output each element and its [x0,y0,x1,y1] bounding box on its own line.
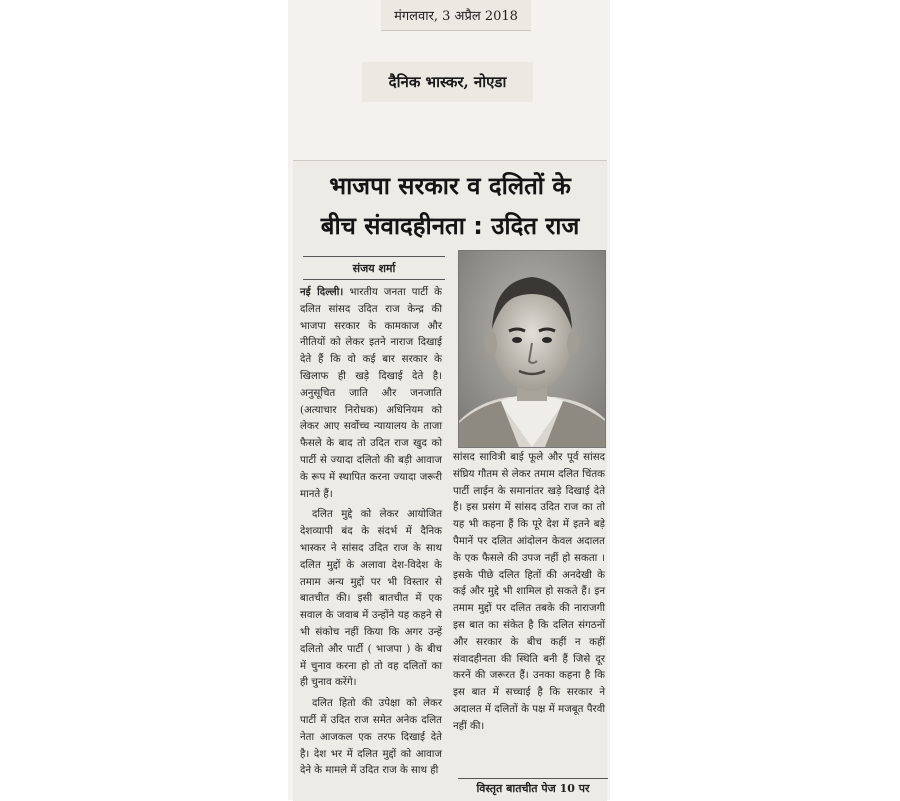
headline-line-2: बीच संवादहीनता : उदित राज [320,212,580,240]
article-column-left [300,284,442,784]
article-paragraph [300,284,442,503]
headline-line-1: भाजपा सरकार व दलितों के [329,172,571,200]
article-dateline: नई दिल्ली। [300,286,344,298]
article-paragraph: सांसद सावित्री बाई फूले और पूर्व सांसद संघ्रिय गौतम से लेकर तमाम दलित चिंतक पार्टी लाईन के समानांतर खड़े दिखाई देते हैं। इस प्रसंग में सांसद उदित राज का तो यह भी कहना हैं कि पूरे देश में इतने बड़े पैमानें पर दलित आंदोलन केवल अदालत के एक फैसले की उपज नहीं हो सकता । इसके पीछे दलित हितों की अनदेखी के कई और मुद्दे भी शामिल हो सकते हैं। इन तमाम मुद्दों पर दलित तबके की नाराजगी इस बात का संकेत है कि दलित संगठनों और सरकार के बीच कहीं न कहीं संवादहीनता की स्थिति बनी हैं जिसे दूर करनें की जरूरत हैं। उनका कहना है कि इस बात में सच्चाई है कि सरकार ने अदालत में दलितों के पक्ष में मजबूत पैरवी नहीं की। [453,452,605,732]
date-label: मंगलवार, 3 अप्रैल 2018 [381,0,531,31]
portrait-photo-drawing [459,251,605,447]
paragraph-text: भारतीय जनता पार्टी के दलित सांसद उदित राज केन्द्र की भाजपा सरकार के कामकाज और नीतियों को लेकर इतने नाराज दिखाई देते हैं कि वो कई बार सरकार के खिलाफ ही खड़े दिखाई देते है। अनुसूचित जाति और जनजाति (अत्याचार निरोधक) अधिनियम को लेकर आए सर्वोच्च न्यायालय के ताजा फैसले के बाद तो उदित राज खुद को पार्टी से ज्यादा दलितो की बड़ी आवाज के रूप में स्थापित करना ज्यादा जरूरी मानते हैं। [300,287,442,500]
article-paragraph: दलित मुद्दे को लेकर आयोजित देशव्यापी बंद के संदर्भ में दैनिक भास्कर ने सांसद उदित राज के साथ दलित मुद्दों के अलावा देश-विदेश के तमाम अन्य मुद्दों पर भी विस्तार से बातचीत की। इसी बातचीत में एक सवाल के जवाब में उन्होंने यह कहने से भी संकोच नहीं किया कि अगर उन्हें दलितो और पार्टी ( भाजपा ) के बीच में चुनाव करना हो तो वह दलितों का ही चुनाव करेंगे। [300,509,442,689]
continuation-note: विस्तृत बातचीत पेज 10 पर [458,778,608,797]
article-column-right [453,450,605,740]
portrait-photo [458,250,606,448]
newspaper-name-label: दैनिक भास्कर, नोएडा [362,62,533,102]
article-headline [300,166,600,246]
article-paragraph: दलित हितो की उपेक्षा को लेकर पार्टी में उदित राज समेत अनेक दलित नेता आजकल एक तरफ दिखाई देते है। देश भर में दलित मुद्दों को आवाज देने के मामले में उदित राज के साथ ही [300,698,442,777]
article-byline: संजय शर्मा [303,256,445,280]
